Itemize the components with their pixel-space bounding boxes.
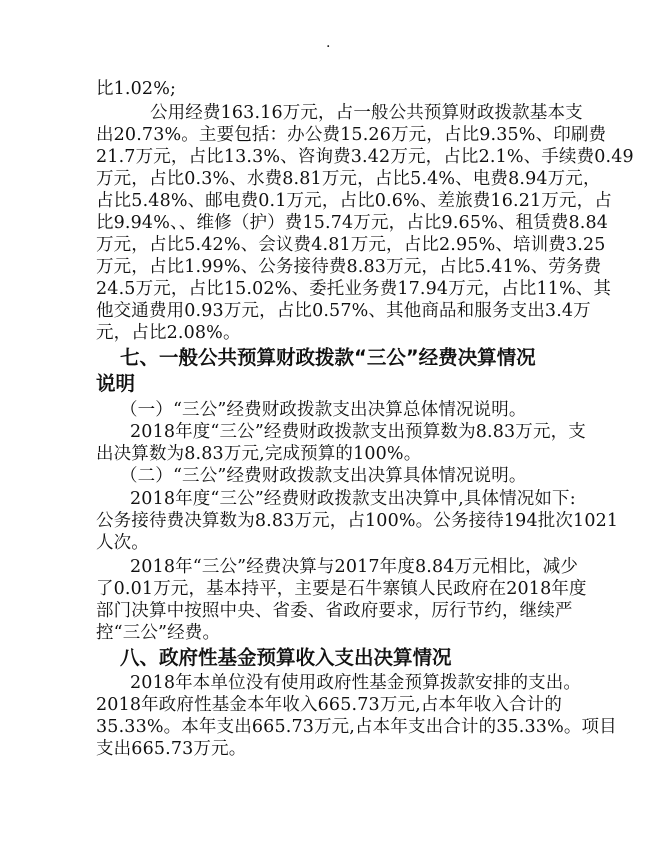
section-8-heading: 八、政府性基金预算收入支出决算情况 [120, 646, 452, 669]
section-7-para-3-line-2: 了0.01万元，基本持平，主要是石牛寨镇人民政府在2018年度 [96, 579, 587, 599]
public-expense-line-1: 公用经费163.16万元，占一般公共预算财政拨款基本支 [150, 103, 583, 123]
public-expense-line-4: 万元，占比0.3%、水费8.81万元，占比5.4%、电费8.94万元， [96, 169, 601, 189]
section-7-para-2-line-3: 人次。 [96, 533, 149, 553]
section-7-para-1-line-1: 2018年度“三公”经费财政拨款支出预算数为8.83万元，支 [130, 422, 586, 442]
public-expense-line-8: 万元，占比1.99%、公务接待费8.83万元，占比5.41%、劳务费 [96, 257, 602, 277]
public-expense-line-5: 占比5.48%、邮电费0.1万元，占比0.6%、差旅费16.21万元，占 [96, 191, 612, 211]
section-7-heading-cont: 说明 [96, 372, 136, 395]
section-7-heading: 七、一般公共预算财政拨款“三公”经费决算情况 [120, 346, 536, 369]
section-7-para-3-line-1: 2018年“三公”经费决算与2017年度8.84万元相比，减少 [130, 557, 579, 577]
public-expense-line-10: 他交通费用0.93万元，占比0.57%、其他商品和服务支出3.4万 [96, 301, 591, 321]
public-expense-line-7: 万元，占比5.42%、会议费4.81万元，占比2.95%、培训费3.25 [96, 235, 606, 255]
section-7-para-1-line-2: 出决算数为8.83万元,完成预算的100%。 [96, 444, 422, 464]
public-expense-line-3: 21.7万元，占比13.3%、咨询费3.42万元，占比2.1%、手续费0.49 [96, 147, 634, 167]
public-expense-line-2: 出20.73%。主要包括：办公费15.26万元，占比9.35%、印刷费 [96, 125, 607, 145]
section-7-sub-2: （二）“三公”经费财政拨款支出决算具体情况说明。 [120, 466, 527, 486]
section-8-line-3: 35.33%。本年支出665.73万元,占本年支出合计的35.33%。项目 [96, 717, 617, 737]
section-7-para-2-line-2: 公务接待费决算数为8.83万元，占100%。公务接待194批次1021 [96, 511, 619, 531]
public-expense-line-9: 24.5万元，占比15.02%、委托业务费17.94万元，占比11%、其 [96, 279, 612, 299]
section-8-line-4: 支出665.73万元。 [96, 739, 247, 759]
header-dot: . [326, 35, 331, 51]
section-7-para-3-line-3: 部门决算中按照中央、省委、省政府要求，厉行节约，继续严 [96, 601, 573, 621]
section-8-line-1: 2018年本单位没有使用政府性基金预算拨款安排的支出。 [130, 673, 582, 693]
section-7-para-3-line-4: 控“三公”经费。 [96, 623, 221, 643]
public-expense-line-6: 比9.94%、、维修（护）费15.74万元，占比9.65%、租赁费8.84 [96, 213, 609, 233]
public-expense-line-11: 元，占比2.08%。 [96, 323, 241, 343]
section-7-sub-1: （一）“三公”经费财政拨款支出决算总体情况说明。 [120, 400, 527, 420]
section-8-line-2: 2018年政府性基金本年收入665.73万元,占本年收入合计的 [96, 695, 562, 715]
section-7-para-2-line-1: 2018年度“三公”经费财政拨款支出决算中,具体情况如下: [130, 489, 576, 509]
text-line-top: 比1.02%; [96, 79, 177, 99]
